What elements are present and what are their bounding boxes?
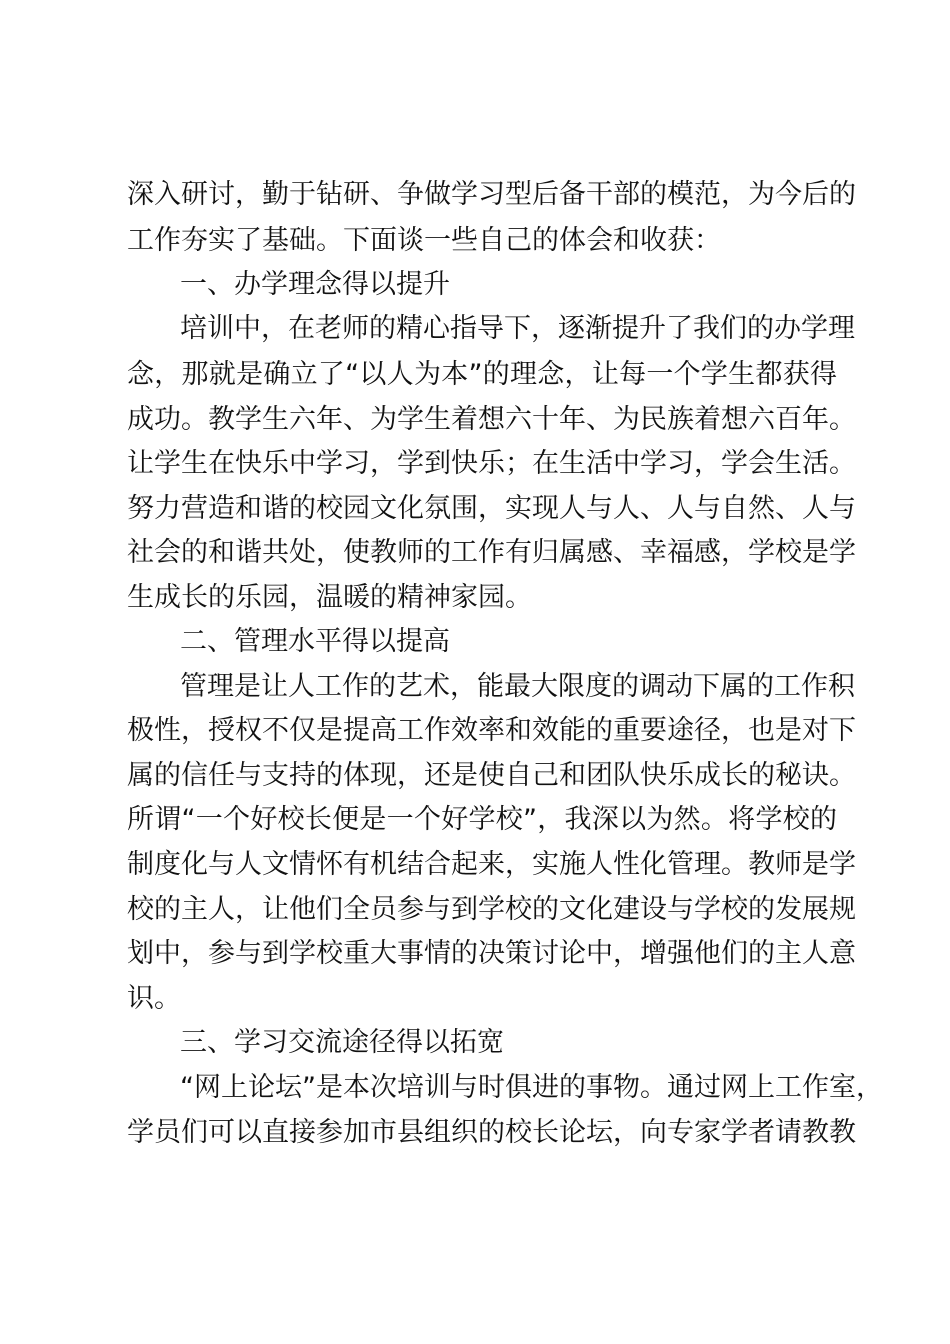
paragraph-line: 识。 (127, 983, 181, 1014)
paragraph-line: 学员们可以直接参加市县组织的校长论坛，向专家学者请教教 (127, 1117, 856, 1148)
paragraph-line: 成功。教学生六年、为学生着想六十年、为民族着想六百年。 (127, 404, 856, 435)
section-heading-3: 三、学习交流途径得以拓宽 (180, 1027, 504, 1058)
paragraph-line: 社会的和谐共处，使教师的工作有归属感、幸福感，学校是学 (127, 537, 856, 568)
paragraph-line: 工作夯实了基础。下面谈一些自己的体会和收获： (127, 225, 721, 256)
paragraph-line: 极性，授权不仅是提高工作效率和效能的重要途径，也是对下 (127, 715, 856, 746)
section-heading-1: 一、办学理念得以提升 (180, 269, 450, 300)
paragraph-line: “网上论坛”是本次培训与时俱进的事物。通过网上工作室， (180, 1072, 883, 1103)
paragraph-line: 生成长的乐园，温暖的精神家园。 (127, 582, 532, 613)
paragraph-line: 让学生在快乐中学习，学到快乐；在生活中学习，学会生活。 (127, 448, 856, 479)
paragraph-line: 所谓“一个好校长便是一个好学校”，我深以为然。将学校的 (127, 804, 837, 835)
paragraph-line: 努力营造和谐的校园文化氛围，实现人与人、人与自然、人与 (127, 493, 856, 524)
paragraph-line: 念，那就是确立了“以人为本”的理念，让每一个学生都获得 (127, 359, 837, 390)
paragraph-line: 管理是让人工作的艺术，能最大限度的调动下属的工作积 (180, 671, 855, 702)
section-heading-2: 二、管理水平得以提高 (180, 626, 450, 657)
paragraph-line: 培训中，在老师的精心指导下，逐渐提升了我们的办学理 (180, 313, 855, 344)
paragraph-line: 制度化与人文情怀有机结合起来，实施人性化管理。教师是学 (127, 849, 856, 880)
paragraph-line: 属的信任与支持的体现，还是使自己和团队快乐成长的秘诀。 (127, 760, 856, 791)
paragraph-line: 深入研讨，勤于钻研、争做学习型后备干部的模范，为今后的 (127, 179, 856, 210)
paragraph-line: 校的主人，让他们全员参与到学校的文化建设与学校的发展规 (127, 894, 856, 925)
paragraph-line: 划中，参与到学校重大事情的决策讨论中，增强他们的主人意 (127, 938, 856, 969)
